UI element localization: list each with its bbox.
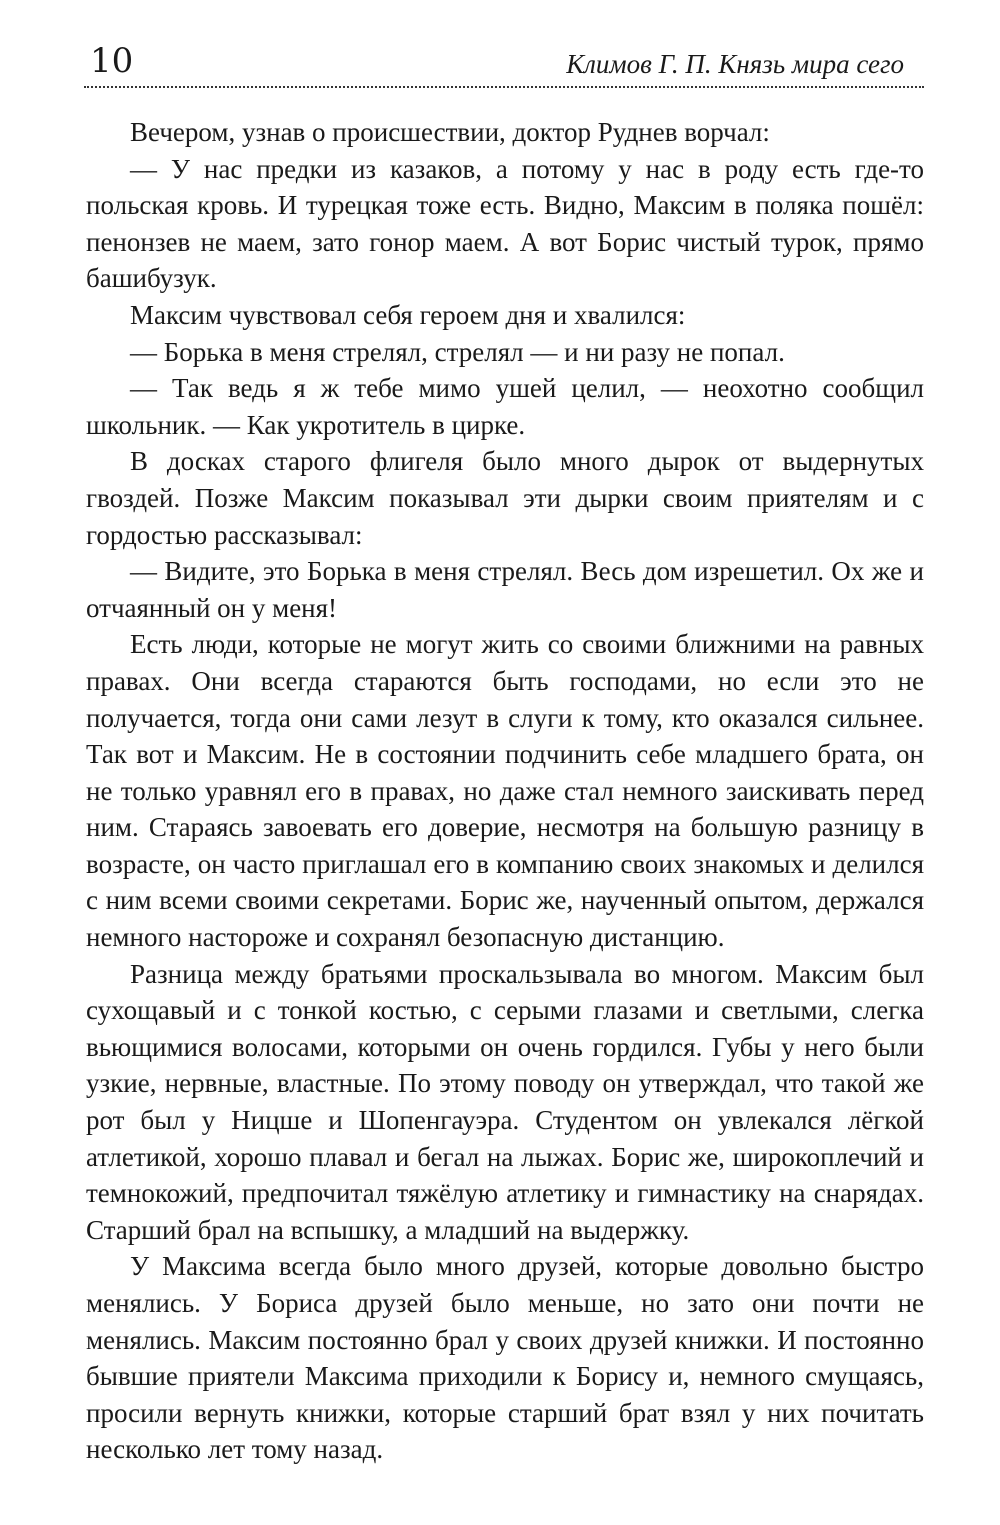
paragraph: — Видите, это Борька в меня стрелял. Весь дом изрешетил. Ох же и отчаянный он у меня!: [86, 556, 924, 623]
paragraph: Максим чувствовал себя героем дня и хвалился:: [130, 299, 686, 330]
paragraph: Есть люди, которые не могут жить со своими ближними на равных правах. Они всегда стараются быть господами, но если это не получается, тогда они сами лезут в слуги к тому, кто оказался сильнее. Так вот и Максим. Не в состоянии подчинить себе младшего брата, он не только уравнял его в правах, но даже стал немного заискивать перед ним. Стараясь завоевать его доверие, несмотря на большую разницу в возрасте, он часто приглашал его в компанию своих знакомых и делился с ним всеми своими секретами. Борис же, наученный опытом, держался немного настороже и сохранял безопасную дистанцию.: [86, 629, 924, 953]
paragraph: В досках старого флигеля было много дырок от выдернутых гвоздей. Позже Максим показывал эти дырки своим приятелям и с гордостью рассказывал:: [86, 446, 924, 550]
paragraph: — У нас предки из казаков, а потому у нас в роду есть где-то польская кровь. И турецкая тоже есть. Видно, Максим в поляка пошёл: пенонзев не маем, зато гонор маем. А вот Борис чистый турок, прямо башибузук.: [86, 153, 924, 294]
paragraph: Вечером, узнав о происшествии, доктор Руднев ворчал:: [130, 117, 770, 147]
paragraph: У Максима всегда было много друзей, которые довольно быстро менялись. У Бориса друзей было меньше, но зато они почти не менялись. Максим постоянно брал у своих друзей книжки. И постоянно бывшие приятели Максима приходили к Борису и, немного смущаясь, просили вернуть книжки, которые старший брат взял у них почитать несколько лет тому назад.: [86, 1251, 924, 1465]
paragraph: — Так ведь я ж тебе мимо ушей целил, — неохотно сообщил школьник. — Как укротитель в цирке.: [86, 373, 924, 440]
paragraph: Разница между братьями проскальзывала во многом. Максим был сухощавый и с тонкой костью, с серыми глазами и светлыми, слегка вьющимися волосами, которыми он очень гордился. Губы у него были узкие, нервные, властные. По этому поводу он утверждал, что такой же рот был у Ницше и Шопенгауэра. Студентом он увлекался лёгкой атлетикой, хорошо плавал и бегал на лыжах. Борис же, широкоплечий и темнокожий, предпочитал тяжёлую атлетику и гимнастику на снарядах. Старший брал на вспышку, а младший на выдержку.: [86, 958, 924, 1245]
body-text: [86, 114, 924, 1468]
running-title: Климов Г. П. Князь мира сего: [566, 49, 904, 79]
paragraph: — Борька в меня стрелял, стрелял — и ни разу не попал.: [130, 336, 785, 367]
page-number: 10: [90, 41, 134, 81]
page-header: [84, 28, 924, 88]
